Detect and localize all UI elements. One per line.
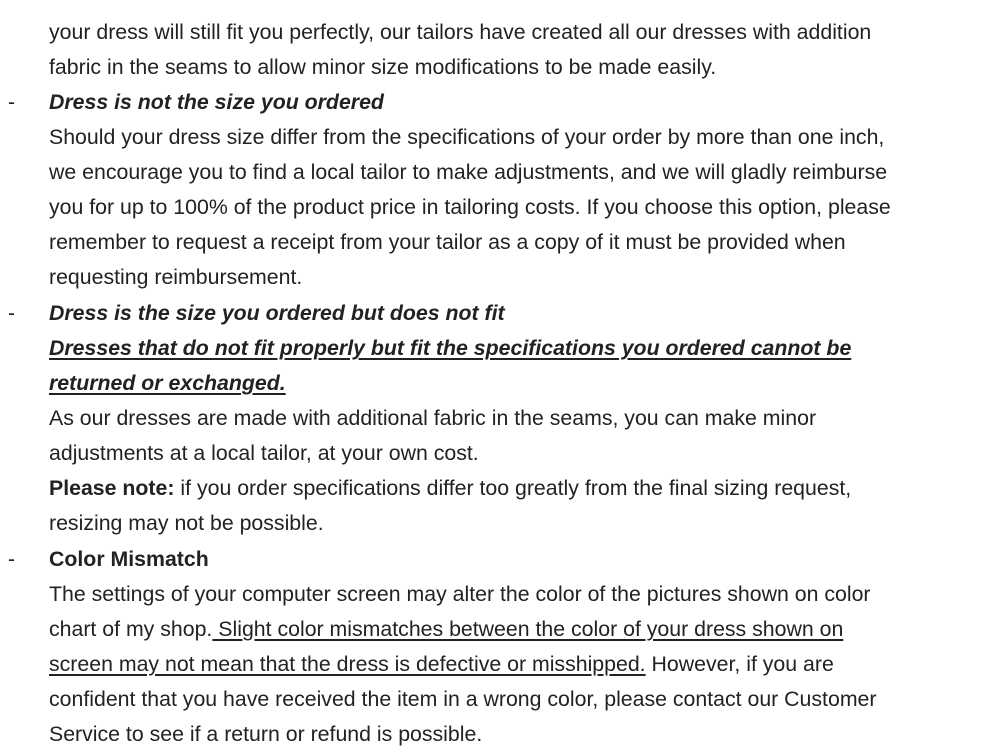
please-note-line [49, 471, 851, 506]
section1-line: requesting reimbursement. [49, 265, 303, 289]
bullet-dash-3: - [8, 548, 15, 571]
section1-line: we encourage you to find a local tailor to make adjustments, and we will gladly reimburse [49, 160, 888, 184]
section1-line: you for up to 100% of the product price in tailoring costs. If you choose this option, please [49, 195, 891, 219]
section3-line-5: Service to see if a return or refund is possible. [49, 722, 483, 746]
section3-line-1: The settings of your computer screen may alter the color of the pictures shown on color [49, 582, 871, 606]
intro-line-1: your dress will still fit you perfectly, our tailors have created all our dresses with addition [49, 20, 872, 44]
please-note-line-2: resizing may not be possible. [49, 511, 324, 535]
section3-line-2 [49, 612, 843, 647]
section3-line-2-plain: chart of my shop. [49, 617, 213, 641]
section3-line-4: confident that you have received the item in a wrong color, please contact our Customer [49, 687, 877, 711]
no-return-notice-line-2: returned or exchanged. [49, 371, 286, 395]
section3-line-3-plain: However, if you are [645, 652, 834, 676]
please-note-text: if you order specifications differ too greatly from the final sizing request, [174, 476, 852, 500]
please-note-label: Please note: [49, 476, 175, 500]
no-return-notice-line-1: Dresses that do not fit properly but fit the specifications you ordered cannot be [49, 336, 852, 360]
section1-line: Should your dress size differ from the specifications of your order by more than one inch, [49, 125, 885, 149]
color-mismatch-underlined-2: screen may not mean that the dress is defective or misshipped. [49, 652, 646, 676]
bullet-dash-2: - [8, 302, 15, 325]
section2-body-line-1: As our dresses are made with additional fabric in the seams, you can make minor [49, 406, 817, 430]
color-mismatch-underlined-1: Slight color mismatches between the color of your dress shown on [212, 617, 844, 641]
section-heading-does-not-fit: Dress is the size you ordered but does not fit [49, 301, 505, 325]
intro-line-2: fabric in the seams to allow minor size modifications to be made easily. [49, 55, 717, 79]
section-heading-color-mismatch: Color Mismatch [49, 547, 209, 571]
section2-body-line-2: adjustments at a local tailor, at your own cost. [49, 441, 479, 465]
section3-line-3 [49, 647, 834, 682]
section1-line: remember to request a receipt from your tailor as a copy of it must be provided when [49, 230, 846, 254]
section-heading-wrong-size: Dress is not the size you ordered [49, 90, 384, 114]
bullet-dash-1: - [8, 91, 15, 114]
